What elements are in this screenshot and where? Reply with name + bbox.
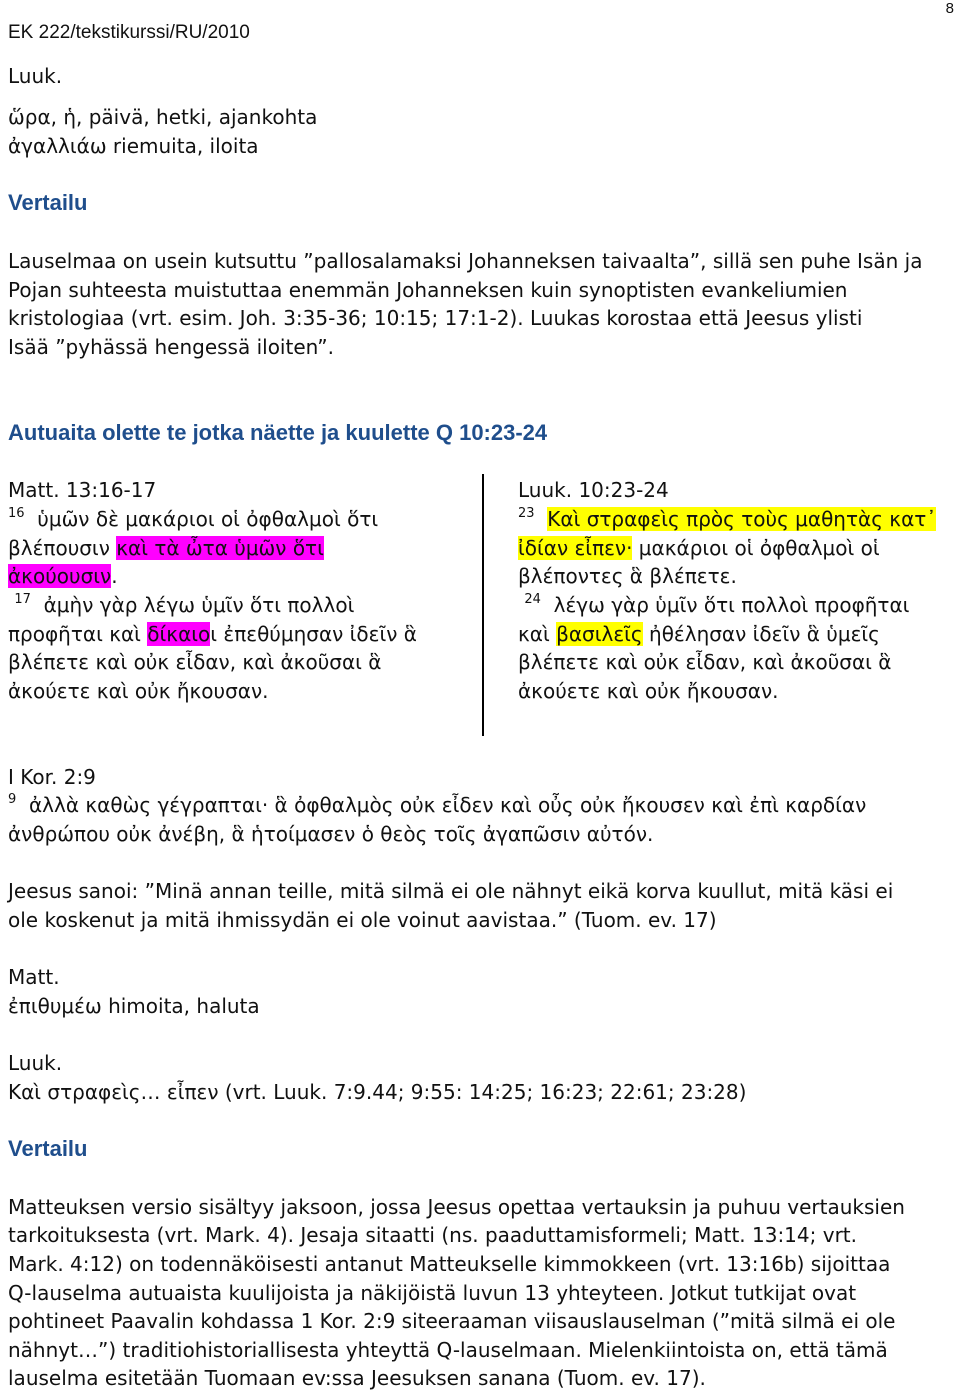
greek-text: μακάριοι οἱ ὀφθαλμοὶ οἱ (632, 536, 880, 560)
greek-text: . (111, 564, 118, 588)
verse-number: 23 (518, 506, 535, 521)
magenta-highlight: ἀκούουσιν (8, 564, 112, 588)
corinthians-line: ἀνθρώπου οὐκ ἀνέβη, ἃ ἡτοίμασεν ὁ θεὸς τοῖς ἀγαπῶσιν αὐτόν. (8, 822, 654, 846)
vocab-line-agalliao: ἀγαλλιάω riemuita, iloita (8, 134, 259, 158)
magenta-highlight: καὶ τὰ ὦτα ὑμῶν ὅτι (116, 536, 324, 560)
section-title: Autuaita olette te jotka näette ja kuulette Q 10:23-24 (8, 420, 548, 445)
yellow-highlight: βασιλεῖς (556, 622, 643, 646)
vocab-line-hora: ὥρα, ἡ, päivä, hetki, ajankohta (8, 105, 318, 129)
greek-text: ι ἐπεθύμησαν ἰδεῖν ἃ (210, 622, 417, 646)
comparison-line: nähnyt…”) traditiohistoriallisesta yhteyttä Q-lauselmaan. Mielenkiintoista on, että tämä (8, 1338, 888, 1362)
comparison-line: Pojan suhteesta muistuttaa enemmän Johanneksen kuin synoptisten evankeliumien (8, 278, 848, 302)
luuk-vocab-label: Luuk. (8, 64, 63, 88)
matthew-line: βλέπετε καὶ οὐκ εἶδαν, καὶ ἀκοῦσαι ἃ (8, 650, 382, 674)
thomas-saying-line: ole koskenut ja mitä ihmissydän ei ole voinut aavistaa.” (Tuom. ev. 17) (8, 908, 717, 932)
comparison-line: kristologiaa (vrt. esim. Joh. 3:35-36; 10:15; 17:1-2). Luukas korostaa että Jeesus ylisti (8, 306, 863, 330)
comparison-heading: Vertailu (8, 1136, 88, 1161)
greek-text: προφῆται καὶ (8, 622, 148, 646)
comparison-line: Lauselmaa on usein kutsuttu ”pallosalamaksi Johanneksen taivaalta”, sillä sen puhe Isän ja (8, 249, 923, 273)
vocab-line-epithymeo: ἐπιθυμέω himoita, haluta (8, 994, 260, 1018)
vocab-line-strafeis: Καὶ στραφεὶς… εἶπεν (vrt. Luuk. 7:9.44; 9:55: 14:25; 16:23; 22:61; 23:28) (8, 1080, 747, 1104)
luke-line: βλέποντες ἃ βλέπετε. (518, 564, 737, 588)
greek-text: ὑμῶν δὲ μακάριοι οἱ ὀφθαλμοὶ ὅτι (37, 507, 379, 531)
luke-line (518, 534, 880, 563)
comparison-line: Matteuksen versio sisältyy jaksoon, jossa Jeesus opettaa vertauksin ja puhuu vertauksien (8, 1195, 905, 1219)
luke-line: βλέπετε καὶ οὐκ εἶδαν, καὶ ἀκοῦσαι ἃ (518, 650, 892, 674)
matthew-line (8, 562, 118, 591)
comparison-line: pohtineet Paavalin kohdassa 1 Kor. 2:9 siteeraaman viisauslauselman (”mitä silmä ei ole (8, 1309, 896, 1333)
verse-number: 16 (8, 506, 25, 521)
luke-line (518, 620, 880, 649)
greek-text: ἠθέλησαν ἰδεῖν ἃ ὑμεῖς (642, 622, 880, 646)
comparison-heading: Vertailu (8, 190, 88, 215)
yellow-highlight: Καὶ στραφεὶς πρὸς τοὺς μαθητὰς κατ᾽ (547, 507, 937, 531)
matt-vocab-label: Matt. (8, 965, 60, 989)
corinthians-reference: I Kor. 2:9 (8, 765, 96, 789)
column-divider (482, 474, 484, 736)
greek-text: βλέπουσιν (8, 536, 117, 560)
matthew-verse-16 (8, 505, 378, 534)
verse-number: 24 (524, 592, 541, 607)
verse-number: 17 (14, 592, 31, 607)
luke-line: ἀκούετε καὶ οὐκ ἤκουσαν. (518, 679, 779, 703)
luke-reference: Luuk. 10:23-24 (518, 478, 669, 502)
verse-number: 9 (8, 792, 17, 807)
page-number: 8 (945, 0, 954, 17)
luke-verse-23 (518, 505, 936, 534)
thomas-saying-line: Jeesus sanoi: ”Minä annan teille, mitä silmä ei ole nähnyt eikä korva kuullut, mitä käsi ei (8, 879, 894, 903)
matthew-line: ἀκούετε καὶ οὐκ ἤκουσαν. (8, 679, 269, 703)
greek-text: ἀμὴν γὰρ λέγω ὑμῖν ὅτι πολλοὶ (43, 593, 355, 617)
matthew-reference: Matt. 13:16-17 (8, 478, 157, 502)
comparison-line: Isää ”pyhässä hengessä iloiten”. (8, 335, 334, 359)
comparison-line: Mark. 4:12) on todennäköisesti antanut Matteukselle kimmokkeen (vrt. 13:16b) sijoittaa (8, 1252, 891, 1276)
greek-text: λέγω γὰρ ὑμῖν ὅτι πολλοὶ προφῆται (553, 593, 910, 617)
comparison-line: lauselma esitetään Tuomaan ev:ssa Jeesuksen sanana (Tuom. ev. 17). (8, 1366, 706, 1390)
yellow-highlight: ἰδίαν εἶπεν· (518, 536, 633, 560)
magenta-highlight: δίκαιο (147, 622, 211, 646)
document-header: EK 222/tekstikurssi/RU/2010 (8, 22, 250, 43)
comparison-line: Q-lauselma autuaista kuulijoista ja näkijöistä luvun 13 yhteyteen. Jotkut tutkijat ovat (8, 1281, 857, 1305)
comparison-line: tarkoituksesta (vrt. Mark. 4). Jesaja sitaatti (ns. paaduttamisformeli; Matt. 13:14; vrt. (8, 1223, 857, 1247)
greek-text: ἀλλὰ καθὼς γέγραπται· ἃ ὀφθαλμὸς οὐκ εἶδεν καὶ οὖς οὐκ ἤκουσεν καὶ ἐπὶ καρδίαν (29, 793, 867, 817)
greek-text: καὶ (518, 622, 557, 646)
matthew-line (8, 534, 324, 563)
matthew-line (8, 620, 417, 649)
luuk-vocab-label: Luuk. (8, 1051, 63, 1075)
luke-verse-24 (518, 591, 909, 620)
matthew-verse-17 (8, 591, 354, 620)
corinthians-verse-9 (8, 791, 866, 820)
